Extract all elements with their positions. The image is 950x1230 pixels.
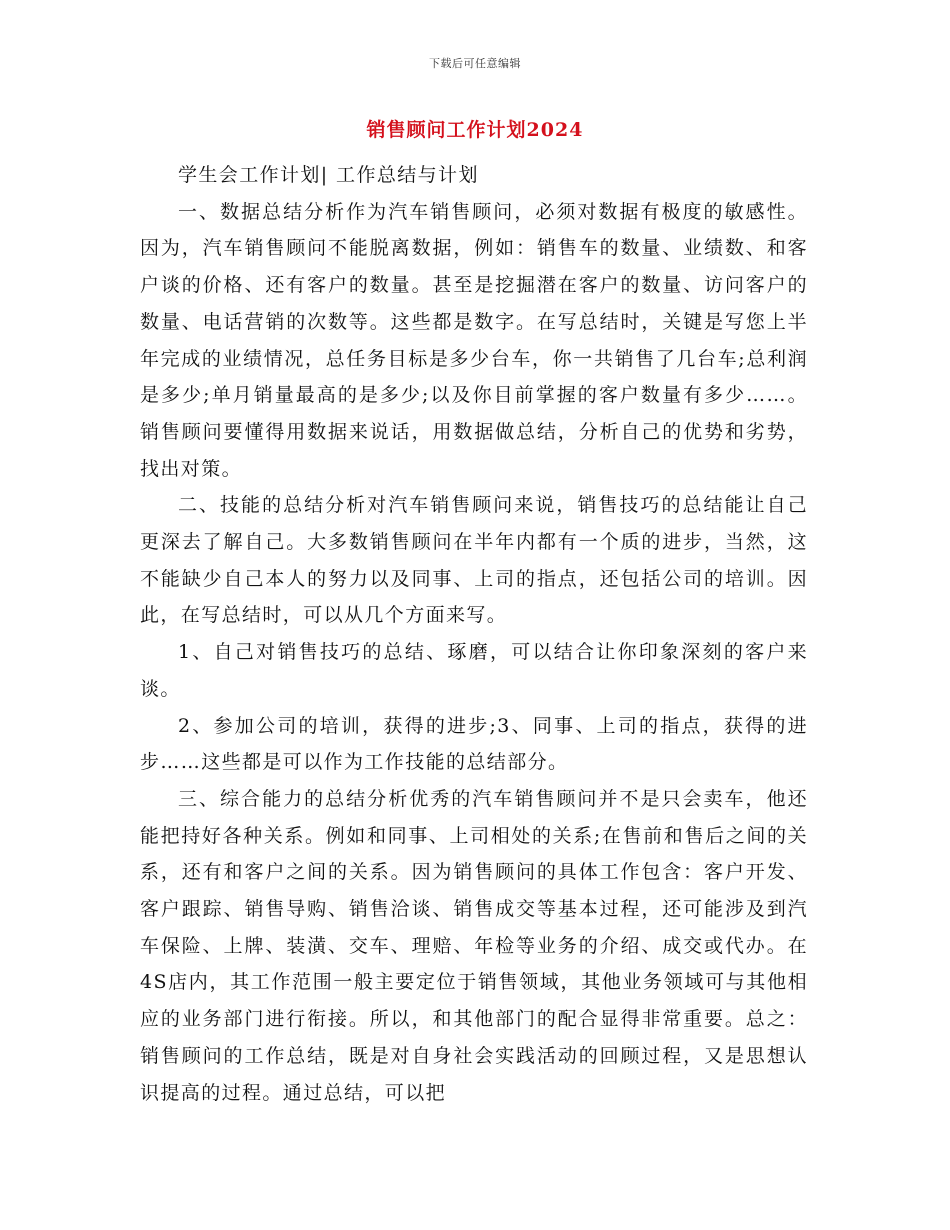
body-paragraph-item-1: 1、自己对销售技巧的总结、琢磨，可以结合让你印象深刻的客户来谈。 [140,641,808,700]
body-paragraph-comprehensive-analysis: 三、综合能力的总结分析优秀的汽车销售顾问并不是只会卖车，他还能把持好各种关系。例如和同事、上司相处的关系;在售前和售后之间的关系，还有和客户之间的关系。因为销售顾问的具体工作包含：客户开发、客户跟踪、销售导购、销售洽谈、销售成交等基本过程，还可能涉及到汽车保险、上牌、装潢、交车、理赔、年检等业务的介绍、成交或代办。在4S店内，其工作范围一般主要定位于销售领域，其他业务领域可与其他相应的业务部门进行衔接。所以，和其他部门的配合显得非常重要。总之：销售顾问的工作总结，既是对自身社会实践活动的回顾过程，又是思想认识提高的过程。通过总结，可以把 [140,787,808,1104]
header-note: 下载后可任意编辑 [429,57,521,70]
body-paragraph-data-analysis: 一、数据总结分析作为汽车销售顾问，必须对数据有极度的敏感性。因为，汽车销售顾问不能脱离数据，例如：销售车的数量、业绩数、和客户谈的价格、还有客户的数量。甚至是挖掘潜在客户的数量、访问客户的数量、电话营销的次数等。这些都是数字。在写总结时，关键是写您上半年完成的业绩情况，总任务目标是多少台车，你一共销售了几台车;总利润是多少;单月销量最高的是多少;以及你目前掌握的客户数量有多少……。销售顾问要懂得用数据来说话，用数据做总结，分析自己的优势和劣势，找出对策。 [140,200,808,480]
document-title: 销售顾问工作计划2024 [366,119,584,141]
body-paragraph-subtitle: 学生会工作计划| 工作总结与计划 [178,164,479,186]
body-paragraph-skills-analysis: 二、技能的总结分析对汽车销售顾问来说，销售技巧的总结能让自己更深去了解自己。大多数销售顾问在半年内都有一个质的进步，当然，这不能缺少自己本人的努力以及同事、上司的指点，还包括公司的培训。因此，在写总结时，可以从几个方面来写。 [140,494,808,627]
body-paragraph-item-2: 2、参加公司的培训，获得的进步;3、同事、上司的指点，获得的进步……这些都是可以作为工作技能的总结部分。 [140,714,808,774]
document-body [140,157,808,1111]
